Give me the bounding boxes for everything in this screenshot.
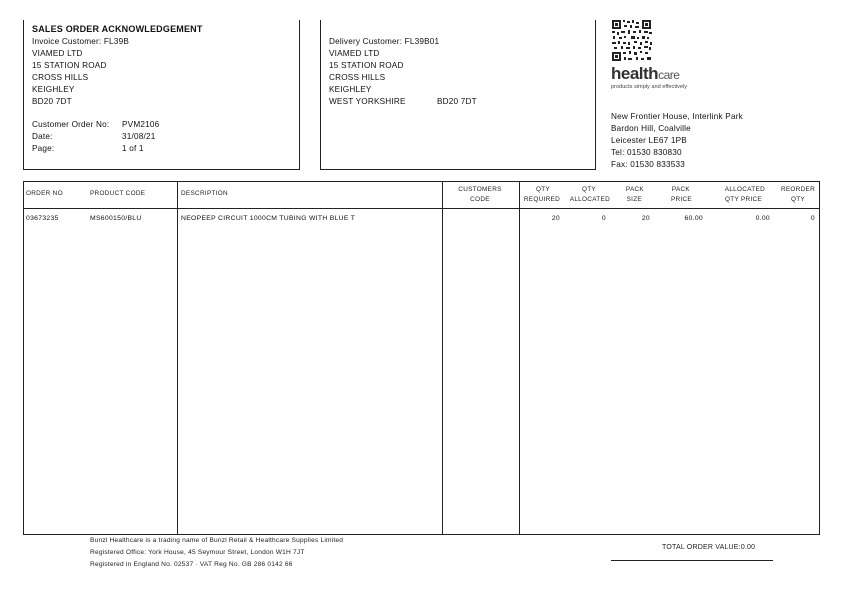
footer-line-2: Registered Office: York House, 45 Seymour Street, London W1H 7JT xyxy=(90,549,305,556)
header-reorder-qty-2: QTY xyxy=(790,196,805,203)
header-allocated-price-1: ALLOCATED xyxy=(724,186,765,193)
header-pack-price-1: PACK xyxy=(671,186,690,193)
row-description: NEOPEEP CIRCUIT 1000CM TUBING WITH BLUE T xyxy=(181,215,356,222)
header-customer-code-1: CUSTOMERS xyxy=(458,186,502,193)
company-address-2: Bardon Hill, Coalville xyxy=(611,124,691,133)
delivery-line-2: 15 STATION ROAD xyxy=(329,61,404,70)
customer-order-value: PVM2106 xyxy=(122,120,160,129)
row-qty-allocated: 0 xyxy=(601,215,606,222)
delivery-line-5: WEST YORKSHIRE xyxy=(329,97,406,106)
row-qty-required: 20 xyxy=(551,215,560,222)
header-product-code: PRODUCT CODE xyxy=(90,190,146,197)
total-order-amount: 0.00 xyxy=(740,544,756,551)
header-qty-allocated-2: ALLOCATED xyxy=(569,196,610,203)
header-qty-required-2: REQUIRED xyxy=(523,196,560,203)
header-description: DESCRIPTION xyxy=(181,190,228,197)
company-logo xyxy=(611,64,679,85)
column-divider xyxy=(519,181,520,535)
date-label: Date: xyxy=(32,132,53,141)
logo-accent-text: care xyxy=(658,68,680,82)
company-tagline: products simply and effectively xyxy=(611,84,688,90)
row-pack-size: 20 xyxy=(641,215,650,222)
header-pack-size-1: PACK xyxy=(625,186,644,193)
company-address-1: New Frontier House, Interlink Park xyxy=(611,112,743,121)
delivery-line-4: KEIGHLEY xyxy=(329,85,372,94)
page-label: Page: xyxy=(32,144,55,153)
delivery-postcode: BD20 7DT xyxy=(437,97,477,106)
header-qty-required-1: QTY xyxy=(535,186,550,193)
delivery-customer: Delivery Customer: FL39B01 xyxy=(329,37,440,46)
header-reorder-qty-1: REORDER xyxy=(780,186,815,193)
customer-order-label: Customer Order No: xyxy=(32,120,110,129)
header-pack-size-2: SIZE xyxy=(626,196,642,203)
invoice-line-3: CROSS HILLS xyxy=(32,73,89,82)
invoice-line-2: 15 STATION ROAD xyxy=(32,61,107,70)
row-order-no: 03673235 xyxy=(26,215,59,222)
total-underline xyxy=(611,560,773,561)
total-order-label: TOTAL ORDER VALUE: xyxy=(662,544,741,551)
row-product-code: MS600150/BLU xyxy=(90,215,142,222)
footer-line-3: Registered in England No. 02537 · VAT Reg No. GB 286 0142 66 xyxy=(90,561,293,568)
invoice-line-4: KEIGHLEY xyxy=(32,85,75,94)
header-customer-code-2: CODE xyxy=(470,196,490,203)
header-allocated-price-2: QTY PRICE xyxy=(724,196,762,203)
header-pack-price-2: PRICE xyxy=(670,196,692,203)
row-reorder-qty: 0 xyxy=(810,215,815,222)
company-fax: Fax: 01530 833533 xyxy=(611,160,685,169)
table-header-divider xyxy=(23,208,820,209)
header-qty-allocated-1: QTY xyxy=(581,186,596,193)
page-value: 1 of 1 xyxy=(122,144,144,153)
logo-main-text: health xyxy=(611,64,659,83)
row-allocated-price: 0.00 xyxy=(755,215,770,222)
total-order-value xyxy=(662,544,755,551)
column-divider xyxy=(177,181,178,535)
footer-line-1: Bunzl Healthcare is a trading name of Bunzl Retail & Healthcare Supplies Limited xyxy=(90,537,344,544)
column-divider xyxy=(442,181,443,535)
company-address-3: Leicester LE67 1PB xyxy=(611,136,687,145)
delivery-line-3: CROSS HILLS xyxy=(329,73,386,82)
order-lines-table xyxy=(23,181,820,535)
qr-code-icon xyxy=(611,19,653,63)
header-order-no: ORDER NO xyxy=(26,190,63,197)
document-title: SALES ORDER ACKNOWLEDGEMENT xyxy=(32,24,203,34)
invoice-line-5: BD20 7DT xyxy=(32,97,72,106)
invoice-line-1: VIAMED LTD xyxy=(32,49,83,58)
row-pack-price: 60.00 xyxy=(684,215,703,222)
company-phone: Tel: 01530 830830 xyxy=(611,148,682,157)
date-value: 31/08/21 xyxy=(122,132,156,141)
invoice-customer: Invoice Customer: FL39B xyxy=(32,37,129,46)
delivery-line-1: VIAMED LTD xyxy=(329,49,380,58)
